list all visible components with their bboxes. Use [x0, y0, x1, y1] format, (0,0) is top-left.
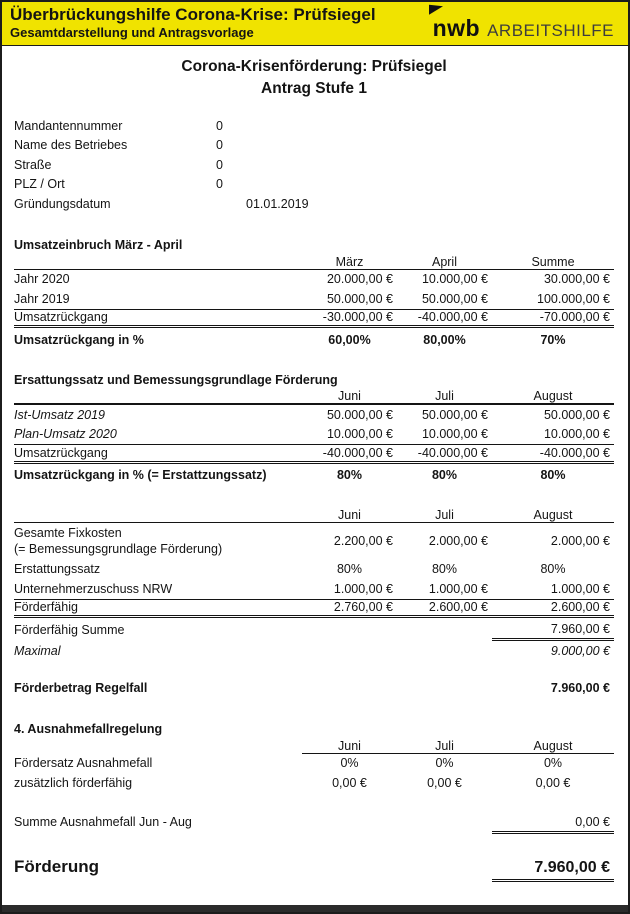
- table-row-gesamte-fixkosten: [14, 523, 614, 560]
- cell-value: 80%: [336, 468, 363, 482]
- field-value: 0: [216, 138, 223, 153]
- table-row-jahr-2020: [14, 270, 614, 290]
- cell-value: 1.000,00 €: [550, 581, 610, 596]
- column-header-juni: Juni: [338, 507, 361, 522]
- cell-value: 0,00 €: [332, 775, 367, 790]
- cell-value: 2.600,00 €: [550, 600, 610, 615]
- banner-titles: [10, 5, 376, 41]
- table-row-foerdersatz-ausnahmefall: [14, 754, 614, 774]
- document-body: [2, 56, 628, 882]
- column-header-juni: Juni: [302, 739, 397, 754]
- cell-value: 50.000,00 €: [326, 407, 393, 422]
- field-value: 0: [216, 157, 223, 172]
- row-label: Umsatzrückgang: [14, 310, 108, 325]
- column-header-juli: Juli: [435, 507, 454, 522]
- column-header-juli: Juli: [435, 389, 454, 403]
- table-row-maximal: [14, 641, 614, 661]
- row-label: [14, 525, 302, 558]
- cell-value: 0%: [543, 756, 563, 771]
- cell-value: 0%: [340, 756, 359, 771]
- table-row-umsatzrueckgang-1: [14, 309, 614, 329]
- table-row-unternehmerzuschuss-nrw: [14, 579, 614, 599]
- table-row-foerderung-total: [14, 852, 614, 882]
- table-row-umsatzrueckgang-prozent-2: [14, 464, 614, 487]
- brand-suffix: ARBEITSHILFE: [487, 21, 614, 40]
- field-label: Name des Betriebes: [14, 138, 128, 153]
- document-title-line2: Antrag Stufe 1: [261, 80, 367, 97]
- cell-value: 0%: [435, 756, 454, 771]
- cell-value: 100.000,00 €: [537, 291, 610, 306]
- nwb-logo: [433, 3, 614, 42]
- row-label: Umsatzrückgang: [14, 445, 108, 460]
- column-header-summe: Summe: [531, 254, 575, 269]
- banner-title: Überbrückungshilfe Corona-Krise: Prüfsiegel: [10, 4, 376, 24]
- row-label: Maximal: [14, 643, 61, 658]
- row-label-line2: (= Bemessungsgrundlage Förderung): [14, 542, 223, 556]
- cell-value: 2.200,00 €: [333, 534, 393, 548]
- cell-value: 2.600,00 €: [428, 600, 488, 615]
- table1-header-row: [14, 252, 614, 270]
- column-header-august: August: [492, 739, 614, 754]
- field-label: Straße: [14, 157, 52, 172]
- document-title-line1: Corona-Krisenförderung: Prüfsiegel: [181, 58, 447, 75]
- cell-value: 2.760,00 €: [333, 600, 393, 615]
- row-label: Plan-Umsatz 2020: [14, 427, 117, 442]
- bottom-bar: [2, 905, 628, 912]
- cell-value: 2.000,00 €: [550, 534, 610, 548]
- cell-value: 0,00 €: [427, 775, 462, 790]
- cell-value: 1.000,00 €: [333, 581, 393, 596]
- field-label: Mandantennummer: [14, 118, 123, 133]
- cell-value: 60,00%: [328, 332, 371, 347]
- field-label: Gründungsdatum: [14, 196, 111, 211]
- cell-value: 0,00 €: [492, 815, 614, 834]
- cell-value: 80%: [540, 562, 566, 577]
- row-label: Jahr 2019: [14, 291, 70, 306]
- table-row-jahr-2019: [14, 289, 614, 309]
- cell-value: 9.000,00 €: [550, 643, 610, 658]
- column-header-august: August: [533, 389, 573, 403]
- cell-value: 10.000,00 €: [543, 427, 610, 442]
- header-banner: [2, 2, 628, 46]
- cell-value: -70.000,00 €: [539, 310, 610, 325]
- cell-value: 20.000,00 €: [326, 272, 393, 287]
- section-heading-ausnahmefallregelung: 4. Ausnahmefallregelung: [14, 721, 163, 736]
- row-label: Förderfähig: [14, 600, 78, 615]
- row-label: Erstattungssatz: [14, 562, 101, 577]
- form-row-name-des-betriebes: [14, 136, 614, 156]
- document-title: [14, 56, 614, 100]
- table-row-plan-umsatz-2020: [14, 425, 614, 445]
- cell-value: 80%: [336, 562, 363, 577]
- client-form: [14, 116, 614, 214]
- row-label-line1: Gesamte Fixkosten: [14, 525, 122, 540]
- total-value: 7.960,00 €: [492, 859, 614, 882]
- row-label: Summe Ausnahmefall Jun - Aug: [14, 815, 192, 829]
- table-row-summe-ausnahmefall: [14, 811, 614, 834]
- cell-value: 80%: [431, 468, 458, 482]
- cell-value: 0,00 €: [535, 775, 571, 790]
- cell-value: 80%: [540, 468, 566, 482]
- column-header-juli: Juli: [397, 739, 492, 754]
- field-label: PLZ / Ort: [14, 177, 65, 192]
- table-row-erstattungssatz: [14, 560, 614, 580]
- cell-value: 30.000,00 €: [543, 272, 610, 287]
- field-value: 0: [216, 177, 223, 192]
- section-heading-erstattungssatz: Ersattungssatz und Bemessungsgrundlage Förderung: [14, 373, 338, 387]
- triangle-flag-icon: [429, 3, 443, 14]
- cell-value: -30.000,00 €: [322, 310, 393, 325]
- field-value: 0: [216, 118, 223, 133]
- table-row-umsatzrueckgang-prozent-1: [14, 328, 614, 351]
- form-row-mandantennummer: [14, 116, 614, 136]
- cell-value: 80%: [431, 562, 458, 577]
- row-label: Jahr 2020: [14, 272, 70, 287]
- cell-value: 50.000,00 €: [326, 291, 393, 306]
- column-header-august: August: [533, 507, 573, 522]
- cell-value: 1.000,00 €: [428, 581, 488, 596]
- cell-value: 50.000,00 €: [421, 407, 488, 422]
- cell-value: -40.000,00 €: [322, 445, 393, 460]
- total-label: Förderung: [14, 856, 99, 876]
- row-label: Förderfähig Summe: [14, 622, 125, 637]
- cell-value: 50.000,00 €: [543, 407, 610, 422]
- cell-value: 2.000,00 €: [428, 534, 488, 548]
- field-value: 01.01.2019: [246, 196, 309, 211]
- cell-value: 10.000,00 €: [326, 427, 393, 442]
- row-label: Fördersatz Ausnahmefall: [14, 756, 153, 771]
- column-header-maerz: März: [335, 254, 364, 269]
- banner-subtitle: Gesamtdarstellung und Antragsvorlage: [10, 24, 254, 40]
- table-row-ist-umsatz-2019: [14, 405, 614, 425]
- form-row-strasse: [14, 155, 614, 175]
- table-row-zusaetzlich-foerderfaehig: [14, 773, 614, 793]
- table-row-umsatzrueckgang-2: [14, 444, 614, 464]
- form-row-gruendungsdatum: [14, 194, 614, 214]
- row-label: Unternehmerzuschuss NRW: [14, 581, 173, 596]
- cell-value: 7.960,00 €: [492, 622, 614, 641]
- cell-value: 70%: [540, 332, 566, 347]
- table2-header-row: [14, 387, 614, 405]
- row-label: Umsatzrückgang in % (= Erstattzungssatz): [14, 468, 267, 482]
- table-row-foerderfaehig-summe: [14, 618, 614, 641]
- cell-value: 7.960,00 €: [550, 681, 610, 695]
- column-header-april: April: [431, 254, 457, 269]
- cell-value: -40.000,00 €: [417, 445, 488, 460]
- table-row-foerderbetrag-regelfall: [14, 677, 614, 700]
- form-row-plz-ort: [14, 175, 614, 195]
- table4-header-row: [14, 736, 614, 754]
- cell-value: 80,00%: [423, 332, 466, 347]
- cell-value: -40.000,00 €: [417, 310, 488, 325]
- table-row-foerderfaehig: [14, 599, 614, 619]
- cell-value: 10.000,00 €: [421, 272, 488, 287]
- cell-value: 10.000,00 €: [421, 427, 488, 442]
- column-header-juni: Juni: [338, 389, 361, 403]
- cell-value: -40.000,00 €: [539, 445, 610, 460]
- table3-header-row: [14, 505, 614, 523]
- section-heading-umsatzeinbruch: Umsatzeinbruch März - April: [14, 237, 183, 252]
- cell-value: 50.000,00 €: [421, 291, 488, 306]
- row-label: Förderbetrag Regelfall: [14, 681, 148, 695]
- brand-name: nwb: [432, 15, 481, 41]
- row-label: zusätzlich förderfähig: [14, 775, 133, 790]
- row-label: Umsatzrückgang in %: [14, 332, 144, 347]
- row-label: Ist-Umsatz 2019: [14, 407, 106, 422]
